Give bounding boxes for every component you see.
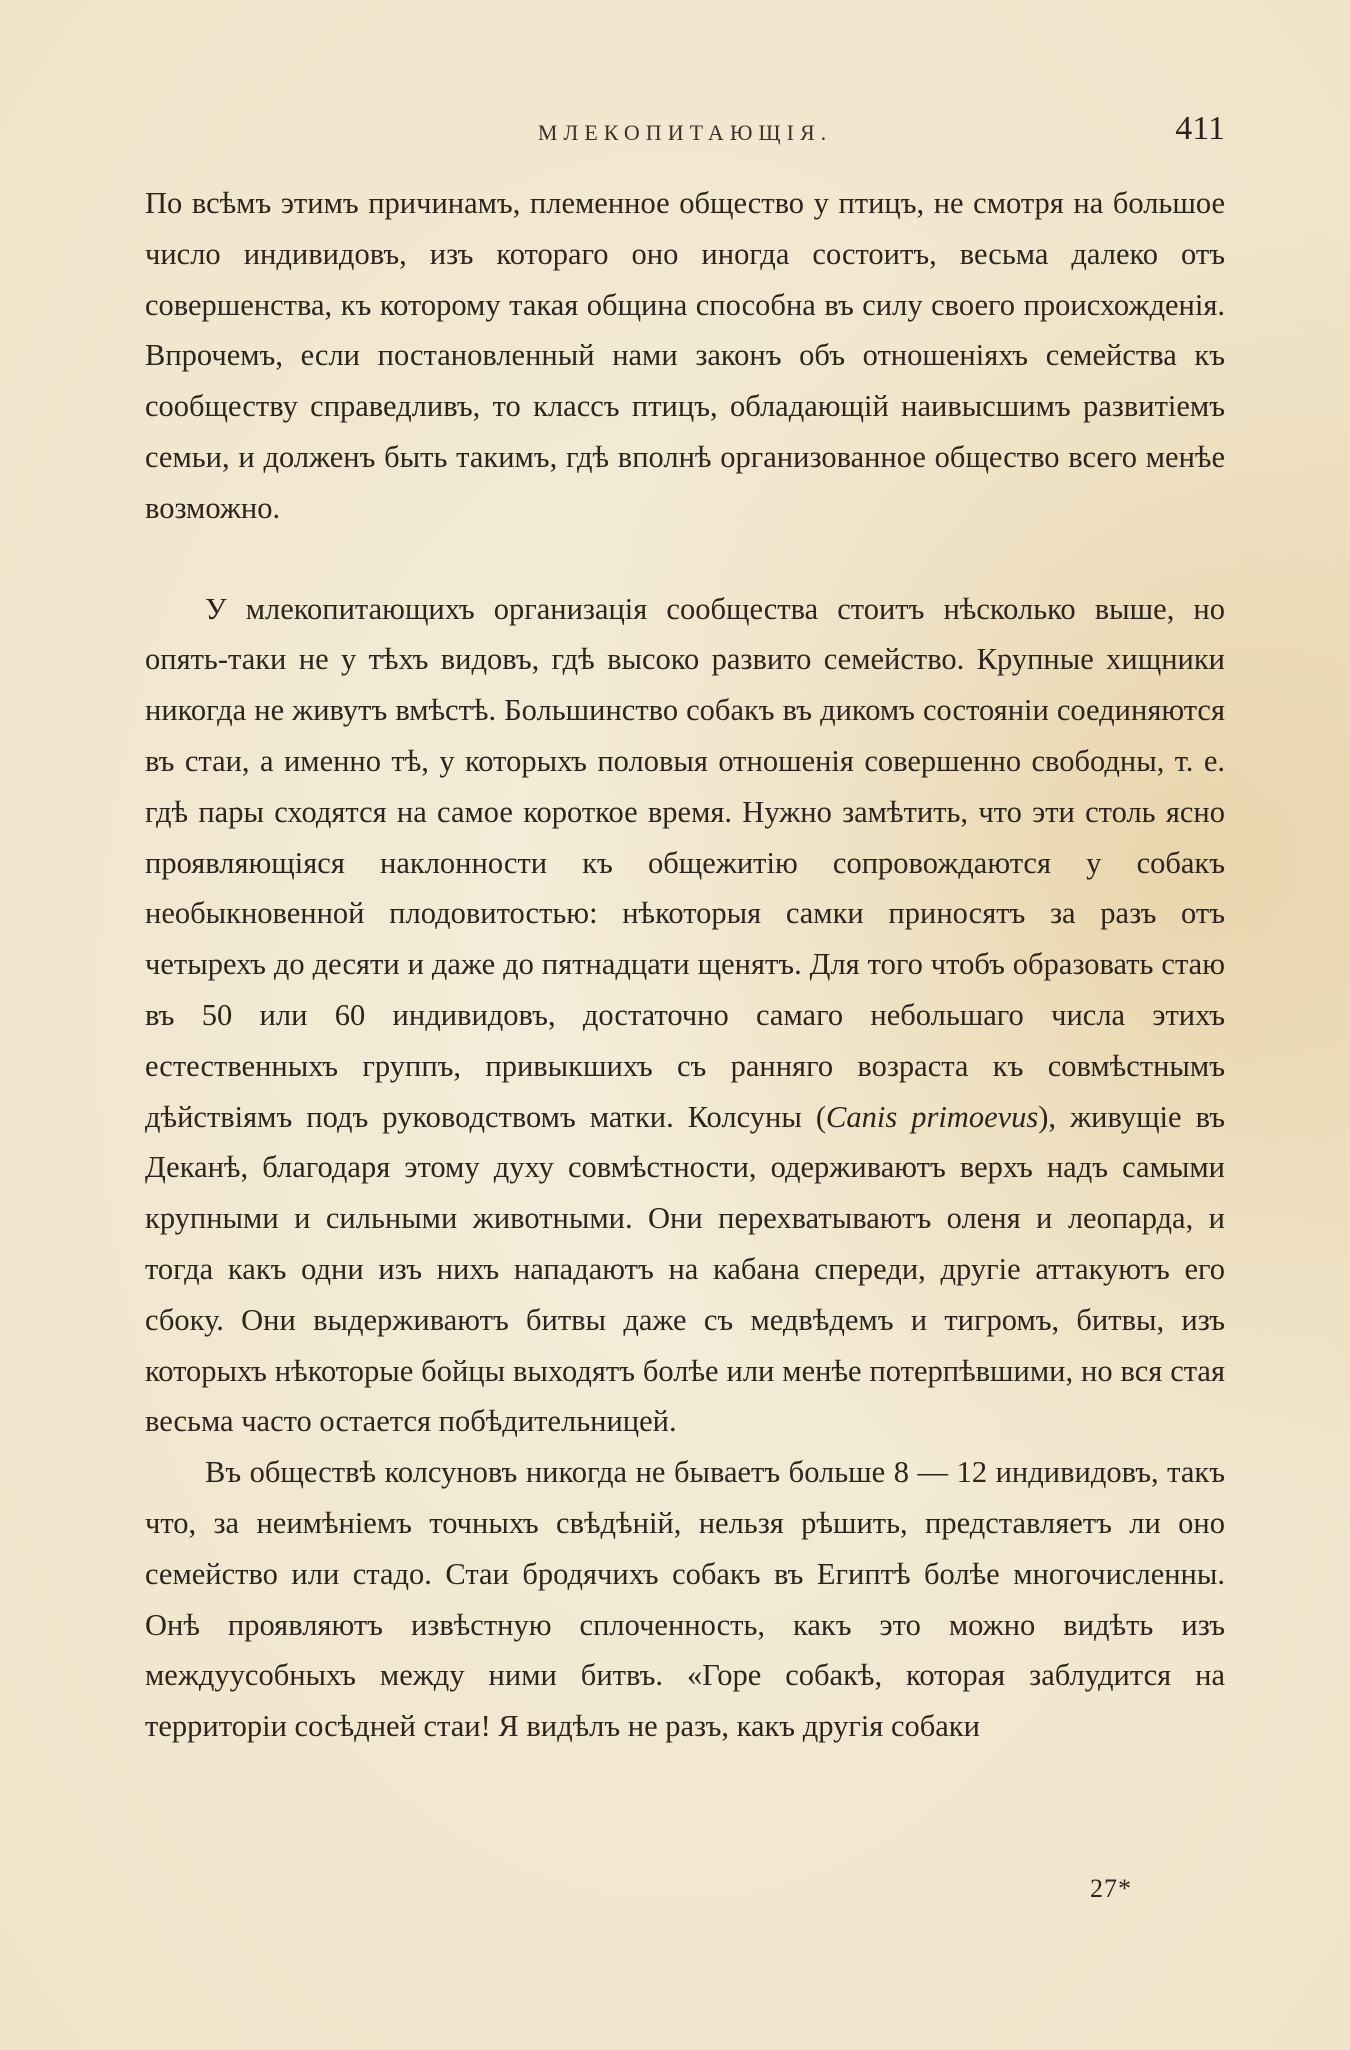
running-head: МЛЕКОПИТАЮЩІЯ.	[537, 120, 833, 145]
signature-mark: 27*	[1090, 1874, 1132, 1903]
paragraph-2-part-2: ), живущіе въ Деканѣ, благодаря этому духу совмѣстности, одерживаютъ верхъ надъ самыми крупными и сильными животными. Они перехватываютъ оленя и леопарда, и тогда какъ одни изъ нихъ нападаютъ на кабана спереди, другіе аттакуютъ его сбоку. Они выдерживаютъ битвы даже съ медвѣдемъ и тигромъ, битвы, изъ которыхъ нѣкоторые бойцы выходятъ болѣе или менѣе потерпѣвшими, но вся стая весьма часто остается побѣдительницей.	[145, 1099, 1225, 1439]
paragraph-2-part-1: У млекопитающихъ организація сообщества стоитъ нѣсколько выше, но опять-таки не у тѣхъ видовъ, гдѣ высоко развито семейство. Крупные хищники никогда не живутъ вмѣстѣ. Большинство собакъ въ дикомъ состояніи соединяются въ стаи, а именно тѣ, у которыхъ половыя отношенія совершенно свободны, т. е. гдѣ пары сходятся на самое короткое время. Нужно замѣтить, что эти столь ясно проявляющіяся наклонности къ общежитію сопровождаются у собакъ необыкновенной плодовитостью: нѣкоторыя самки приносятъ за разъ отъ четырехъ до десяти и даже до пятнадцати щенятъ. Для того чтобъ образовать стаю въ 50 или 60 индивидовъ, достаточно самаго небольшаго числа этихъ естественныхъ группъ, привыкшихъ съ ранняго возраста къ совмѣстнымъ дѣйствіямъ подъ руководствомъ матки. Колсуны (	[145, 591, 1225, 1134]
paragraph-2	[145, 584, 1225, 1448]
paragraph-1: По всѣмъ этимъ причинамъ, племенное общество у птицъ, не смотря на большое число индивидовъ, изъ котораго оно иногда состоитъ, весьма далеко отъ совершенства, къ которому такая община способна въ силу своего происхожденія. Впрочемъ, если постановленный нами законъ объ отношеніяхъ семейства къ сообществу справедливъ, то классъ птицъ, обладающій наивысшимъ развитіемъ семьи, и долженъ быть такимъ, гдѣ вполнѣ организованное общество всего менѣе возможно.	[145, 186, 1225, 525]
page-header	[145, 110, 1225, 150]
paragraph-3: Въ обществѣ колсуновъ никогда не бываетъ больше 8 — 12 индивидовъ, такъ что, за неимѣніемъ точныхъ свѣдѣній, нельзя рѣшить, представляетъ ли оно семейство или стадо. Стаи бродячихъ собакъ въ Египтѣ болѣе многочисленны. Онѣ проявляютъ извѣстную сплоченность, какъ это можно видѣть изъ междуусобныхъ между ними битвъ. «Горе собакѣ, которая заблудится на территоріи сосѣдней стаи! Я видѣлъ не разъ, какъ другія собаки	[145, 1455, 1225, 1744]
latin-species-name: Canis primoevus	[826, 1099, 1039, 1134]
page-number: 411	[1175, 110, 1225, 147]
body-text	[145, 178, 1225, 1752]
